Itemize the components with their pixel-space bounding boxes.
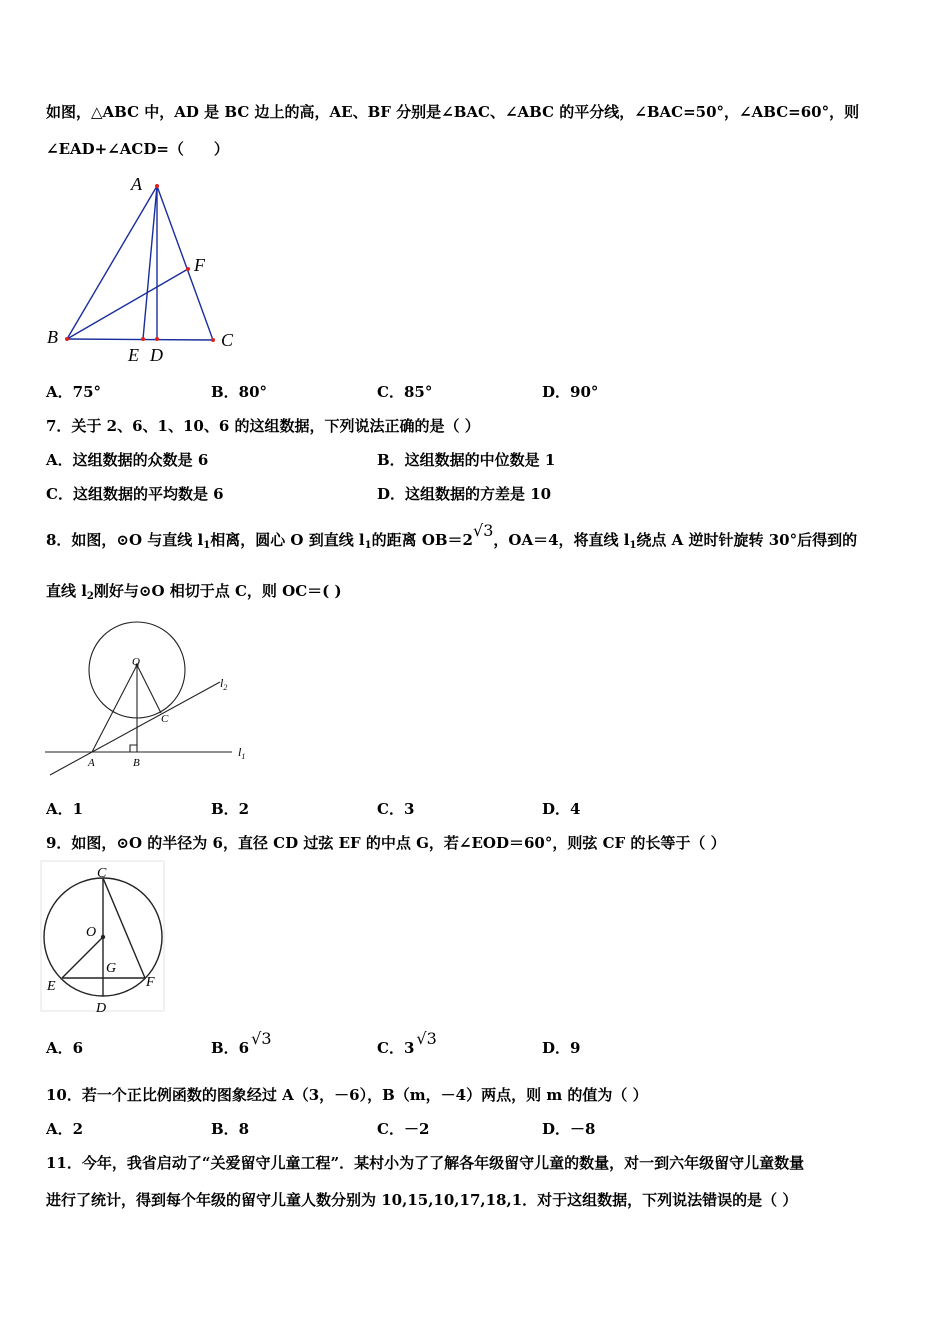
q6-label-e: E: [128, 345, 139, 365]
q8-option-a[interactable]: A．1: [46, 800, 84, 818]
q9-label-d: D: [96, 1001, 107, 1016]
q11-stem-line2: 进行了统计，得到每个年级的留守儿童人数分别为 10,15,10,17,18,1．对于这组数据，下列说法错误的是（ ）: [46, 1191, 798, 1209]
q8-circle-tangent-figure: [40, 620, 260, 780]
q8-option-c[interactable]: C．3: [377, 800, 415, 818]
q6-option-c[interactable]: C．85°: [377, 383, 433, 401]
q8-stem-line2: 直线 $l_2$刚好与⊙O 相切于点 C，则 OC＝( ): [46, 582, 342, 602]
q7-option-a[interactable]: A．这组数据的众数是 6: [46, 451, 209, 469]
q9-option-a[interactable]: A．6: [46, 1039, 84, 1057]
q9-label-f: F: [146, 975, 155, 990]
q7-stem: 7．关于 2、6、1、10、6 的这组数据，下列说法正确的是（ ）: [46, 417, 480, 435]
q6-label-b: B: [47, 327, 58, 347]
q7-option-c[interactable]: C．这组数据的平均数是 6: [46, 485, 224, 503]
q8-label-c: C: [161, 713, 169, 725]
q8-label-l1: $l_1$: [238, 745, 246, 761]
q9-option-b[interactable]: B．6 √3: [211, 1029, 272, 1057]
q10-stem: 10．若一个正比例函数的图象经过 A（3，－6），B（m，－4）两点，则 m 的值为（ ）: [46, 1086, 648, 1104]
q9-label-g: G: [106, 961, 117, 976]
q8-label-o: O: [132, 656, 140, 668]
q7-option-d[interactable]: D．这组数据的方差是 10: [377, 485, 552, 503]
q9-circle-chord-figure: [40, 860, 170, 1020]
q10-option-b[interactable]: B．8: [211, 1120, 250, 1138]
q9-label-c: C: [97, 866, 107, 881]
q10-option-d[interactable]: D．－8: [542, 1120, 596, 1138]
q6-stem-line2: ∠EAD+∠ACD=（ ）: [46, 140, 229, 158]
q6-label-d: D: [150, 345, 163, 365]
q10-option-c[interactable]: C．－2: [377, 1120, 430, 1138]
q9-stem: 9．如图，⊙O 的半径为 6，直径 CD 过弦 EF 的中点 G，若∠EOD＝60°，则弦 CF 的长等于（ ）: [46, 834, 726, 852]
q9-label-o: O: [86, 925, 97, 940]
q6-stem-line1: 如图，△ABC 中，AD 是 BC 边上的高，AE、BF 分别是∠BAC、∠ABC 的平分线，∠BAC=50°，∠ABC=60°，则: [46, 103, 860, 121]
sqrt-3: √3: [416, 1029, 437, 1048]
q9-option-c[interactable]: C．3 √3: [377, 1029, 437, 1057]
q6-label-f: F: [194, 255, 205, 275]
q6-label-c: C: [221, 330, 234, 350]
q9-option-d[interactable]: D．9: [542, 1039, 581, 1057]
q8-label-a: A: [88, 757, 95, 769]
q6-triangle-figure: [40, 170, 250, 370]
q11-stem-line1: 11．今年，我省启动了“关爱留守儿童工程”．某村小为了了解各年级留守儿童的数量，对一到六年级留守儿童数量: [46, 1154, 805, 1172]
q8-stem-line1: 8．如图，⊙O 与直线 $l_1$相离，圆心 O 到直线 $l_1$的距离 OB＝2√3，OA＝4，将直线 $l_1$绕点 A 逆时针旋转 30°后得到的: [46, 521, 858, 551]
q6-label-a: A: [131, 174, 142, 194]
sqrt-3: √3: [473, 521, 494, 540]
q8-label-b: B: [133, 757, 140, 769]
q10-option-a[interactable]: A．2: [46, 1120, 84, 1138]
q6-option-d[interactable]: D．90°: [542, 383, 599, 401]
q8-option-d[interactable]: D．4: [542, 800, 581, 818]
sqrt-3: √3: [251, 1029, 272, 1048]
q7-option-b[interactable]: B．这组数据的中位数是 1: [377, 451, 556, 469]
q9-label-e: E: [47, 979, 56, 994]
q6-option-a[interactable]: A．75°: [46, 383, 102, 401]
q8-option-b[interactable]: B．2: [211, 800, 250, 818]
q6-option-b[interactable]: B．80°: [211, 383, 268, 401]
q8-label-l2: $l_2$: [220, 676, 228, 692]
